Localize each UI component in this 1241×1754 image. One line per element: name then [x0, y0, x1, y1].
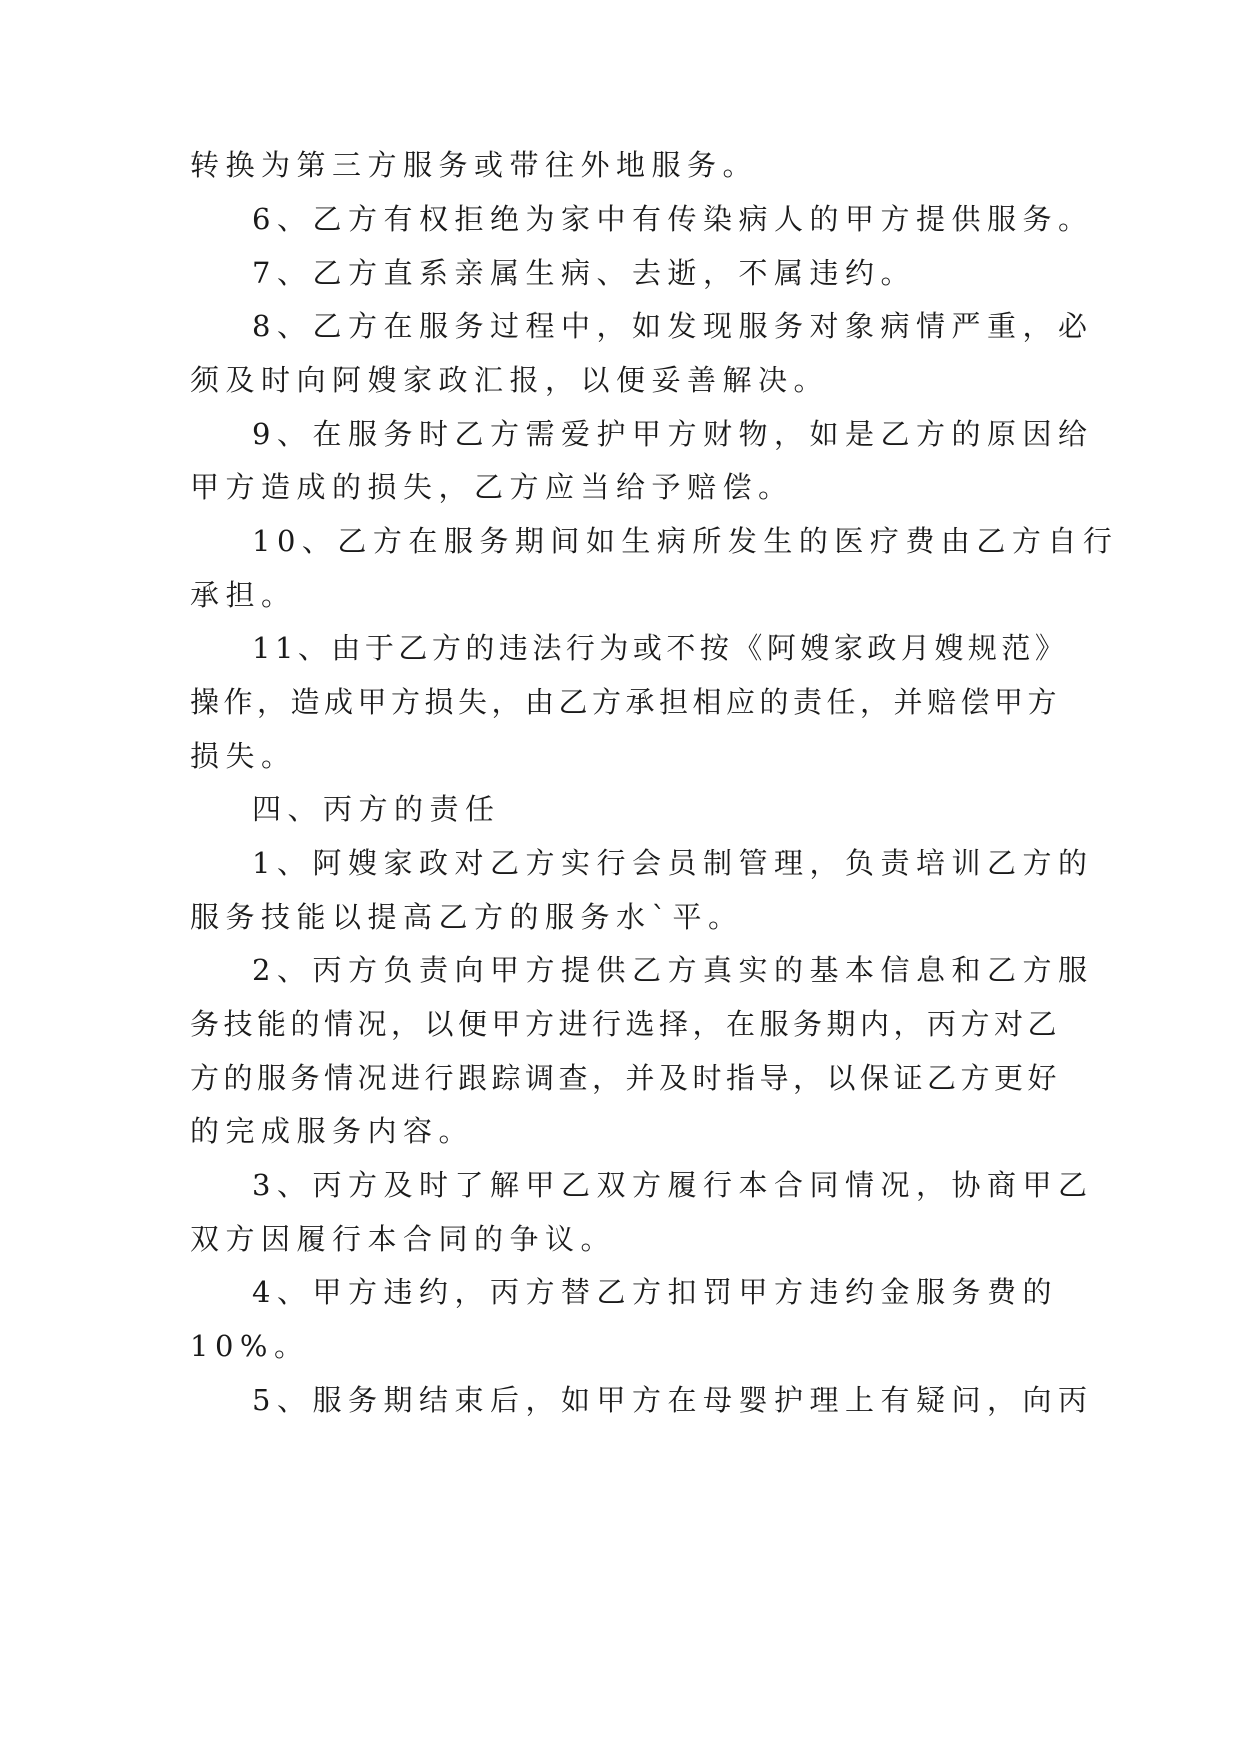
text-line: 损失。: [190, 739, 297, 773]
text-line: 转换为第三方服务或带往外地服务。: [190, 148, 759, 182]
text-line: 服务技能以提高乙方的服务水`平。: [190, 900, 744, 934]
text-line: 3、丙方及时了解甲乙双方履行本合同情况，协商甲乙: [252, 1168, 1094, 1202]
text-line: 甲方造成的损失，乙方应当给予赔偿。: [190, 470, 794, 504]
text-line: 5、服务期结束后，如甲方在母婴护理上有疑问，向丙: [252, 1383, 1094, 1417]
text-line: 6、乙方有权拒绝为家中有传染病人的甲方提供服务。: [252, 202, 1094, 236]
text-line: 双方因履行本合同的争议。: [190, 1222, 617, 1256]
text-line: 的完成服务内容。: [190, 1114, 475, 1148]
text-line: 1、阿嫂家政对乙方实行会员制管理，负责培训乙方的: [252, 846, 1094, 880]
text-line: 7、乙方直系亲属生病、去逝，不属违约。: [252, 256, 916, 290]
text-line: 8、乙方在服务过程中，如发现服务对象病情严重，必: [252, 309, 1094, 343]
text-line: 4、甲方违约，丙方替乙方扣罚甲方违约金服务费的: [252, 1275, 1058, 1309]
text-line: 2、丙方负责向甲方提供乙方真实的基本信息和乙方服: [252, 953, 1094, 987]
text-line: 务技能的情况，以便甲方进行选择，在服务期内，丙方对乙: [190, 1007, 1062, 1041]
text-line: 11、由于乙方的违法行为或不按《阿嫂家政月嫂规范》: [252, 631, 1069, 665]
section-heading: 四、丙方的责任: [252, 792, 501, 826]
text-line: 10、乙方在服务期间如生病所发生的医疗费由乙方自行: [252, 524, 1119, 558]
text-line: 须及时向阿嫂家政汇报，以便妥善解决。: [190, 363, 830, 397]
text-line: 9、在服务时乙方需爱护甲方财物，如是乙方的原因给: [252, 417, 1094, 451]
text-line: 10%。: [190, 1329, 310, 1363]
text-line: 承担。: [190, 578, 297, 612]
text-line: 操作，造成甲方损失，由乙方承担相应的责任，并赔偿甲方: [190, 685, 1062, 719]
text-line: 方的服务情况进行跟踪调查，并及时指导，以保证乙方更好: [190, 1061, 1062, 1095]
